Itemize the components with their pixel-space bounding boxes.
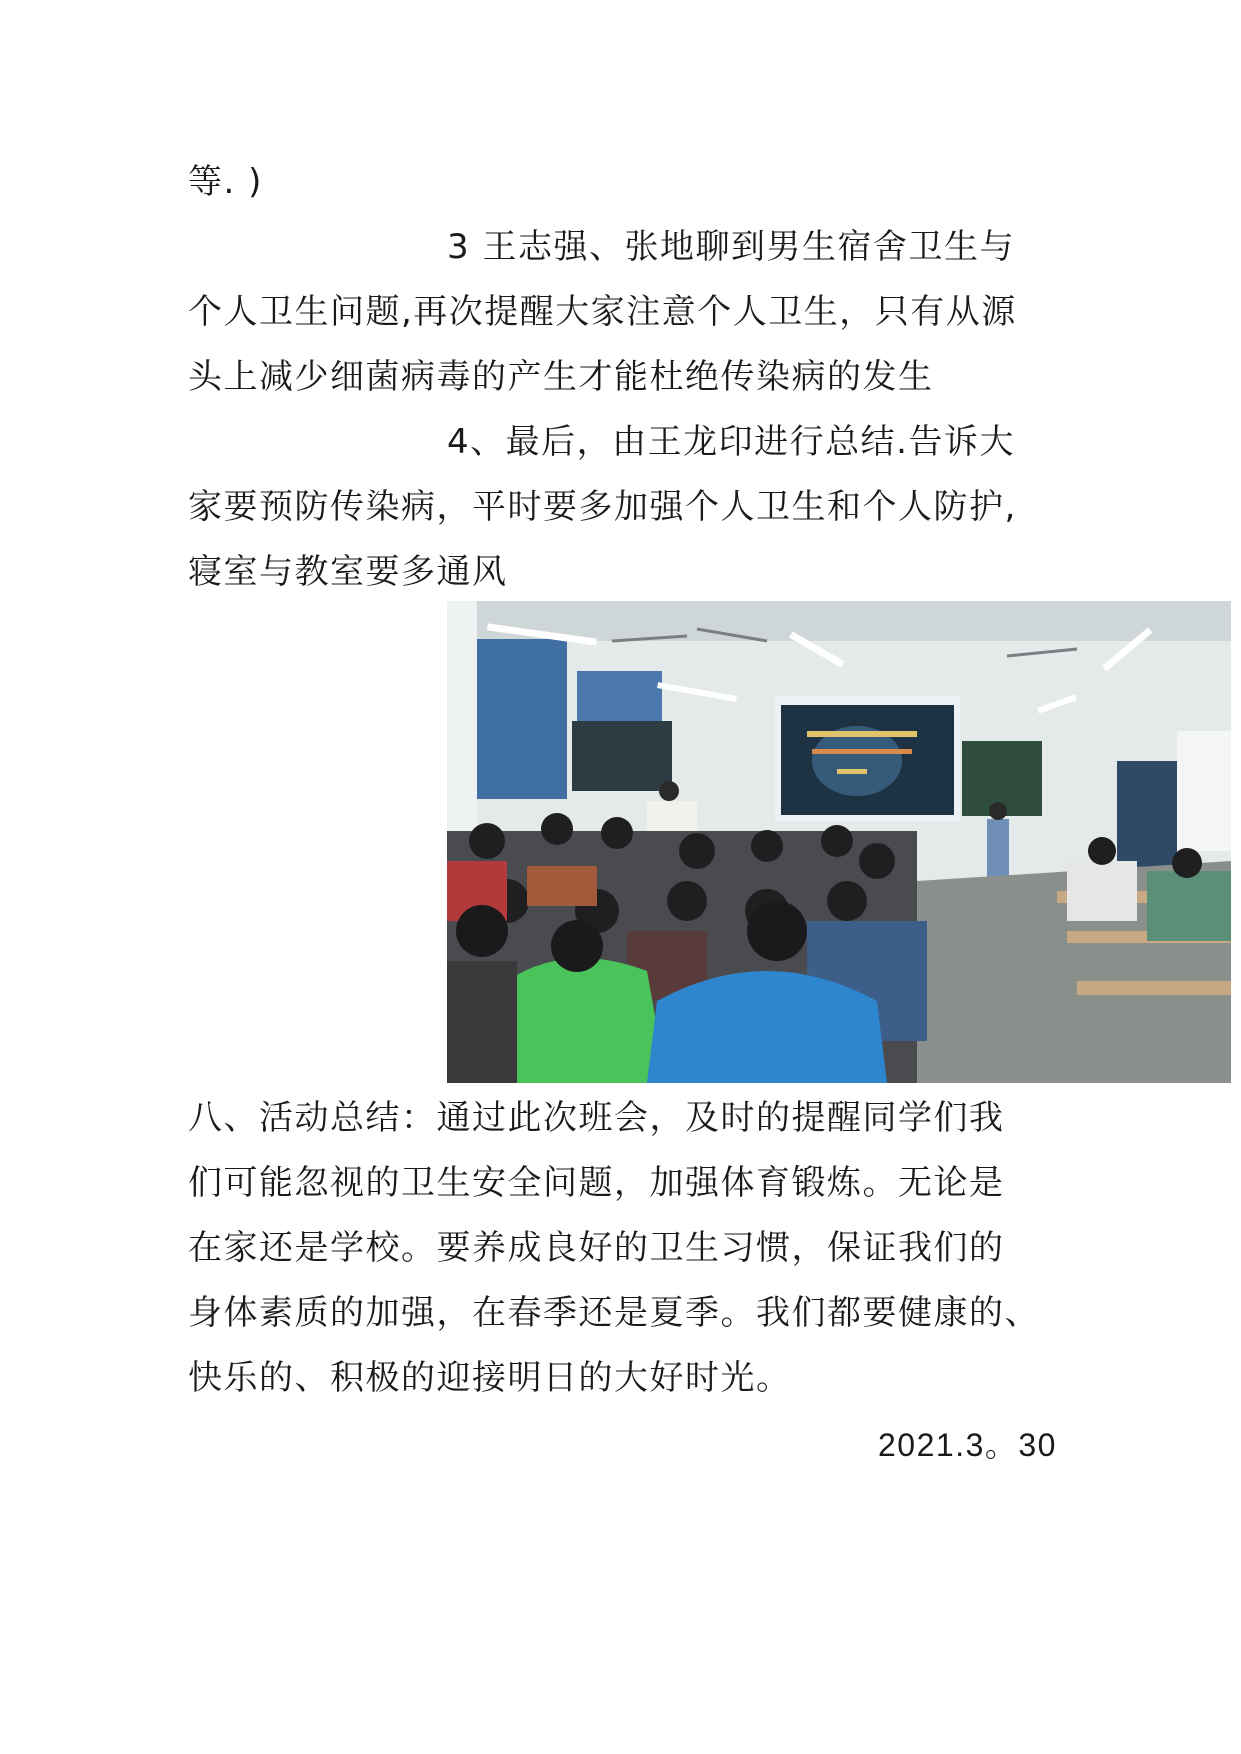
text-line: 八、活动总结：通过此次班会，及时的提醒同学们我 [188,1098,1005,1138]
classroom-photo-illustration [447,601,1231,1083]
text-line: 头上减少细菌病毒的产生才能杜绝传染病的发生 [188,357,934,397]
text-line: 3 王志强、张地聊到男生宿舍卫生与 [447,227,1015,267]
text-line: 4、最后，由王龙印进行总结.告诉大 [447,422,1015,462]
text-line: 们可能忽视的卫生安全问题，加强体育锻炼。无论是 [188,1163,1005,1203]
text-line: 等. ) [188,162,263,202]
text-line: 在家还是学校。要养成良好的卫生习惯，保证我们的 [188,1228,1005,1268]
text-line: 家要预防传染病，平时要多加强个人卫生和个人防护, [188,487,1017,527]
text-line: 个人卫生问题,再次提醒大家注意个人卫生，只有从源 [188,292,1017,332]
text-line: 快乐的、积极的迎接明日的大好时光。 [188,1358,792,1398]
text-line: 身体素质的加强，在春季还是夏季。我们都要健康的、 [188,1293,1040,1333]
text-line: 寝室与教室要多通风 [188,552,508,592]
classroom-meeting-photo [447,601,1231,1083]
document-date: 2021.3。30 [878,1427,1057,1463]
